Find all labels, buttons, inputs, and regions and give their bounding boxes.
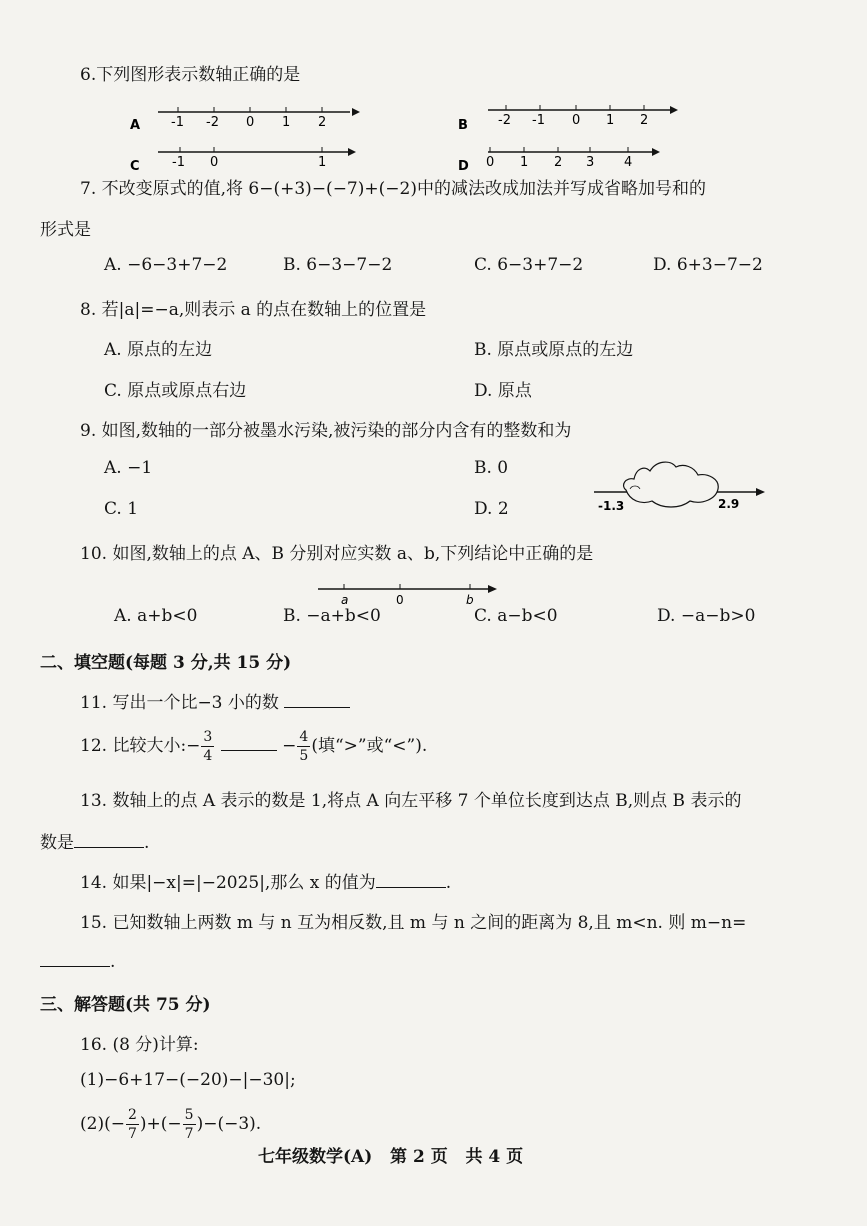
q9-option-b: B. 0: [474, 458, 509, 478]
q6-b-tick-4: 1: [606, 113, 615, 128]
q10-option-d: D. −a−b>0: [657, 606, 756, 626]
q14-answer-blank[interactable]: [376, 871, 446, 888]
q8-option-a: A. 原点的左边: [104, 340, 213, 360]
q12-prefix: 12. 比较大小:−: [80, 736, 201, 756]
q16-part2: [80, 1108, 261, 1141]
q15-row2: [40, 950, 115, 972]
q7-option-d: D. 6+3−7−2: [653, 255, 763, 275]
q13-row2: [40, 828, 149, 853]
q12-f1-numerator: 3: [203, 729, 213, 745]
q16-stem: 16. (8 分)计算:: [80, 1035, 199, 1055]
q16-f1-numerator: 2: [127, 1107, 137, 1123]
q6-b-tick-1: -2: [498, 113, 511, 128]
q10-option-b: B. −a+b<0: [283, 606, 381, 626]
q6-d-tick-2: 1: [520, 155, 529, 170]
q16-part2-mid: )+(−: [139, 1114, 182, 1134]
q16-f1-denominator: 7: [127, 1126, 137, 1142]
q13-line1: 13. 数轴上的点 A 表示的数是 1,将点 A 向左平移 7 个单位长度到达点 B,则点 B 表示的: [80, 791, 742, 811]
q16-part2-prefix: (2)(−: [80, 1114, 125, 1134]
q16-fraction-1: [126, 1108, 139, 1141]
q9-inkblot-number-line: [590, 455, 770, 517]
q6-c-letter: C: [130, 159, 140, 174]
q11-answer-blank[interactable]: [284, 691, 350, 708]
q12-suffix: (填“>”或“<”).: [311, 736, 428, 756]
q6-c-tick-1: -1: [172, 155, 185, 170]
q12-f2-denominator: 5: [299, 748, 309, 764]
q12-mid: −: [282, 736, 297, 756]
q6-d-tick-3: 2: [554, 155, 563, 170]
q13-line2-prefix: 数是: [40, 833, 74, 853]
q12-row: [80, 730, 427, 763]
q10-label-b: b: [466, 593, 474, 607]
q10-number-line: [314, 578, 504, 608]
q9-left-label: -1.3: [598, 499, 625, 513]
q16-fraction-2: [183, 1108, 196, 1141]
q6-a-tick-1: -1: [171, 115, 184, 130]
q6-a-tick-3: 0: [246, 115, 255, 130]
q10-label-a: a: [341, 593, 349, 607]
q12-f2-numerator: 4: [299, 729, 309, 745]
q6-b-letter: B: [458, 118, 468, 133]
q11-stem: 11. 写出一个比−3 小的数: [80, 693, 279, 713]
q8-option-b: B. 原点或原点的左边: [474, 340, 634, 360]
q7-option-b: B. 6−3−7−2: [283, 255, 393, 275]
q8-stem: 8. 若|a|=−a,则表示 a 的点在数轴上的位置是: [80, 300, 427, 320]
q14-suffix: .: [445, 873, 452, 893]
q16-part1: (1)−6+17−(−20)−|−30|;: [80, 1070, 296, 1090]
q14-row: [80, 868, 451, 893]
q7-option-a: A. −6−3+7−2: [104, 255, 228, 275]
q16-part2-suffix: )−(−3).: [196, 1114, 262, 1134]
q6-b-tick-3: 0: [572, 113, 581, 128]
q8-option-c: C. 原点或原点右边: [104, 381, 247, 401]
q14-prefix: 14. 如果|−x|=|−2025|,那么 x 的值为: [80, 873, 376, 893]
q10-option-c: C. a−b<0: [474, 606, 558, 626]
q8-option-d: D. 原点: [474, 381, 532, 401]
q9-stem: 9. 如图,数轴的一部分被墨水污染,被污染的部分内含有的整数和为: [80, 421, 572, 441]
q9-option-c: C. 1: [104, 499, 139, 519]
q9-option-a: A. −1: [104, 458, 153, 478]
q11-row: [80, 688, 350, 713]
section3-title: 三、解答题(共 75 分): [40, 995, 211, 1015]
q6-d-tick-1: 0: [486, 155, 495, 170]
q6-a-tick-4: 1: [282, 115, 291, 130]
q6-a-tick-5: 2: [318, 115, 327, 130]
q6-a-letter: A: [130, 118, 141, 133]
q7-stem-line1: 7. 不改变原式的值,将 6−(+3)−(−7)+(−2)中的减法改成加法并写成省略加号和的: [80, 179, 706, 199]
q6-number-lines: [120, 98, 680, 178]
q10-stem: 10. 如图,数轴上的点 A、B 分别对应实数 a、b,下列结论中正确的是: [80, 544, 594, 564]
q6-d-letter: D: [458, 159, 469, 174]
q7-option-c: C. 6−3+7−2: [474, 255, 584, 275]
section2-title: 二、填空题(每题 3 分,共 15 分): [40, 653, 292, 673]
q7-stem-line2: 形式是: [40, 220, 91, 240]
q6-c-tick-2: 0: [210, 155, 219, 170]
q13-line2-suffix: .: [144, 833, 150, 853]
q12-f1-denominator: 4: [203, 748, 213, 764]
q9-option-d: D. 2: [474, 499, 509, 519]
q15-line2-suffix: .: [110, 952, 116, 972]
q15-answer-blank[interactable]: [40, 950, 110, 967]
q6-a-tick-2: -2: [206, 115, 219, 130]
q12-answer-blank[interactable]: [221, 734, 277, 751]
q16-f2-numerator: 5: [184, 1107, 194, 1123]
page-footer: 七年级数学(A) 第 2 页 共 4 页: [258, 1147, 524, 1167]
q6-b-tick-5: 2: [640, 113, 649, 128]
q6-d-tick-4: 3: [586, 155, 595, 170]
q6-b-tick-2: -1: [532, 113, 545, 128]
q6-d-tick-5: 4: [624, 155, 633, 170]
q6-stem: 6.下列图形表示数轴正确的是: [80, 65, 301, 85]
q9-right-label: 2.9: [718, 497, 740, 511]
q10-label-0: 0: [396, 593, 404, 607]
q16-f2-denominator: 7: [184, 1126, 194, 1142]
q12-fraction-2: [297, 730, 310, 763]
q15-line1: 15. 已知数轴上两数 m 与 n 互为相反数,且 m 与 n 之间的距离为 8,且 m<n. 则 m−n=: [80, 913, 747, 933]
q13-answer-blank[interactable]: [74, 831, 144, 848]
q12-fraction-1: [201, 730, 214, 763]
q10-option-a: A. a+b<0: [114, 606, 198, 626]
q6-c-tick-3: 1: [318, 155, 327, 170]
